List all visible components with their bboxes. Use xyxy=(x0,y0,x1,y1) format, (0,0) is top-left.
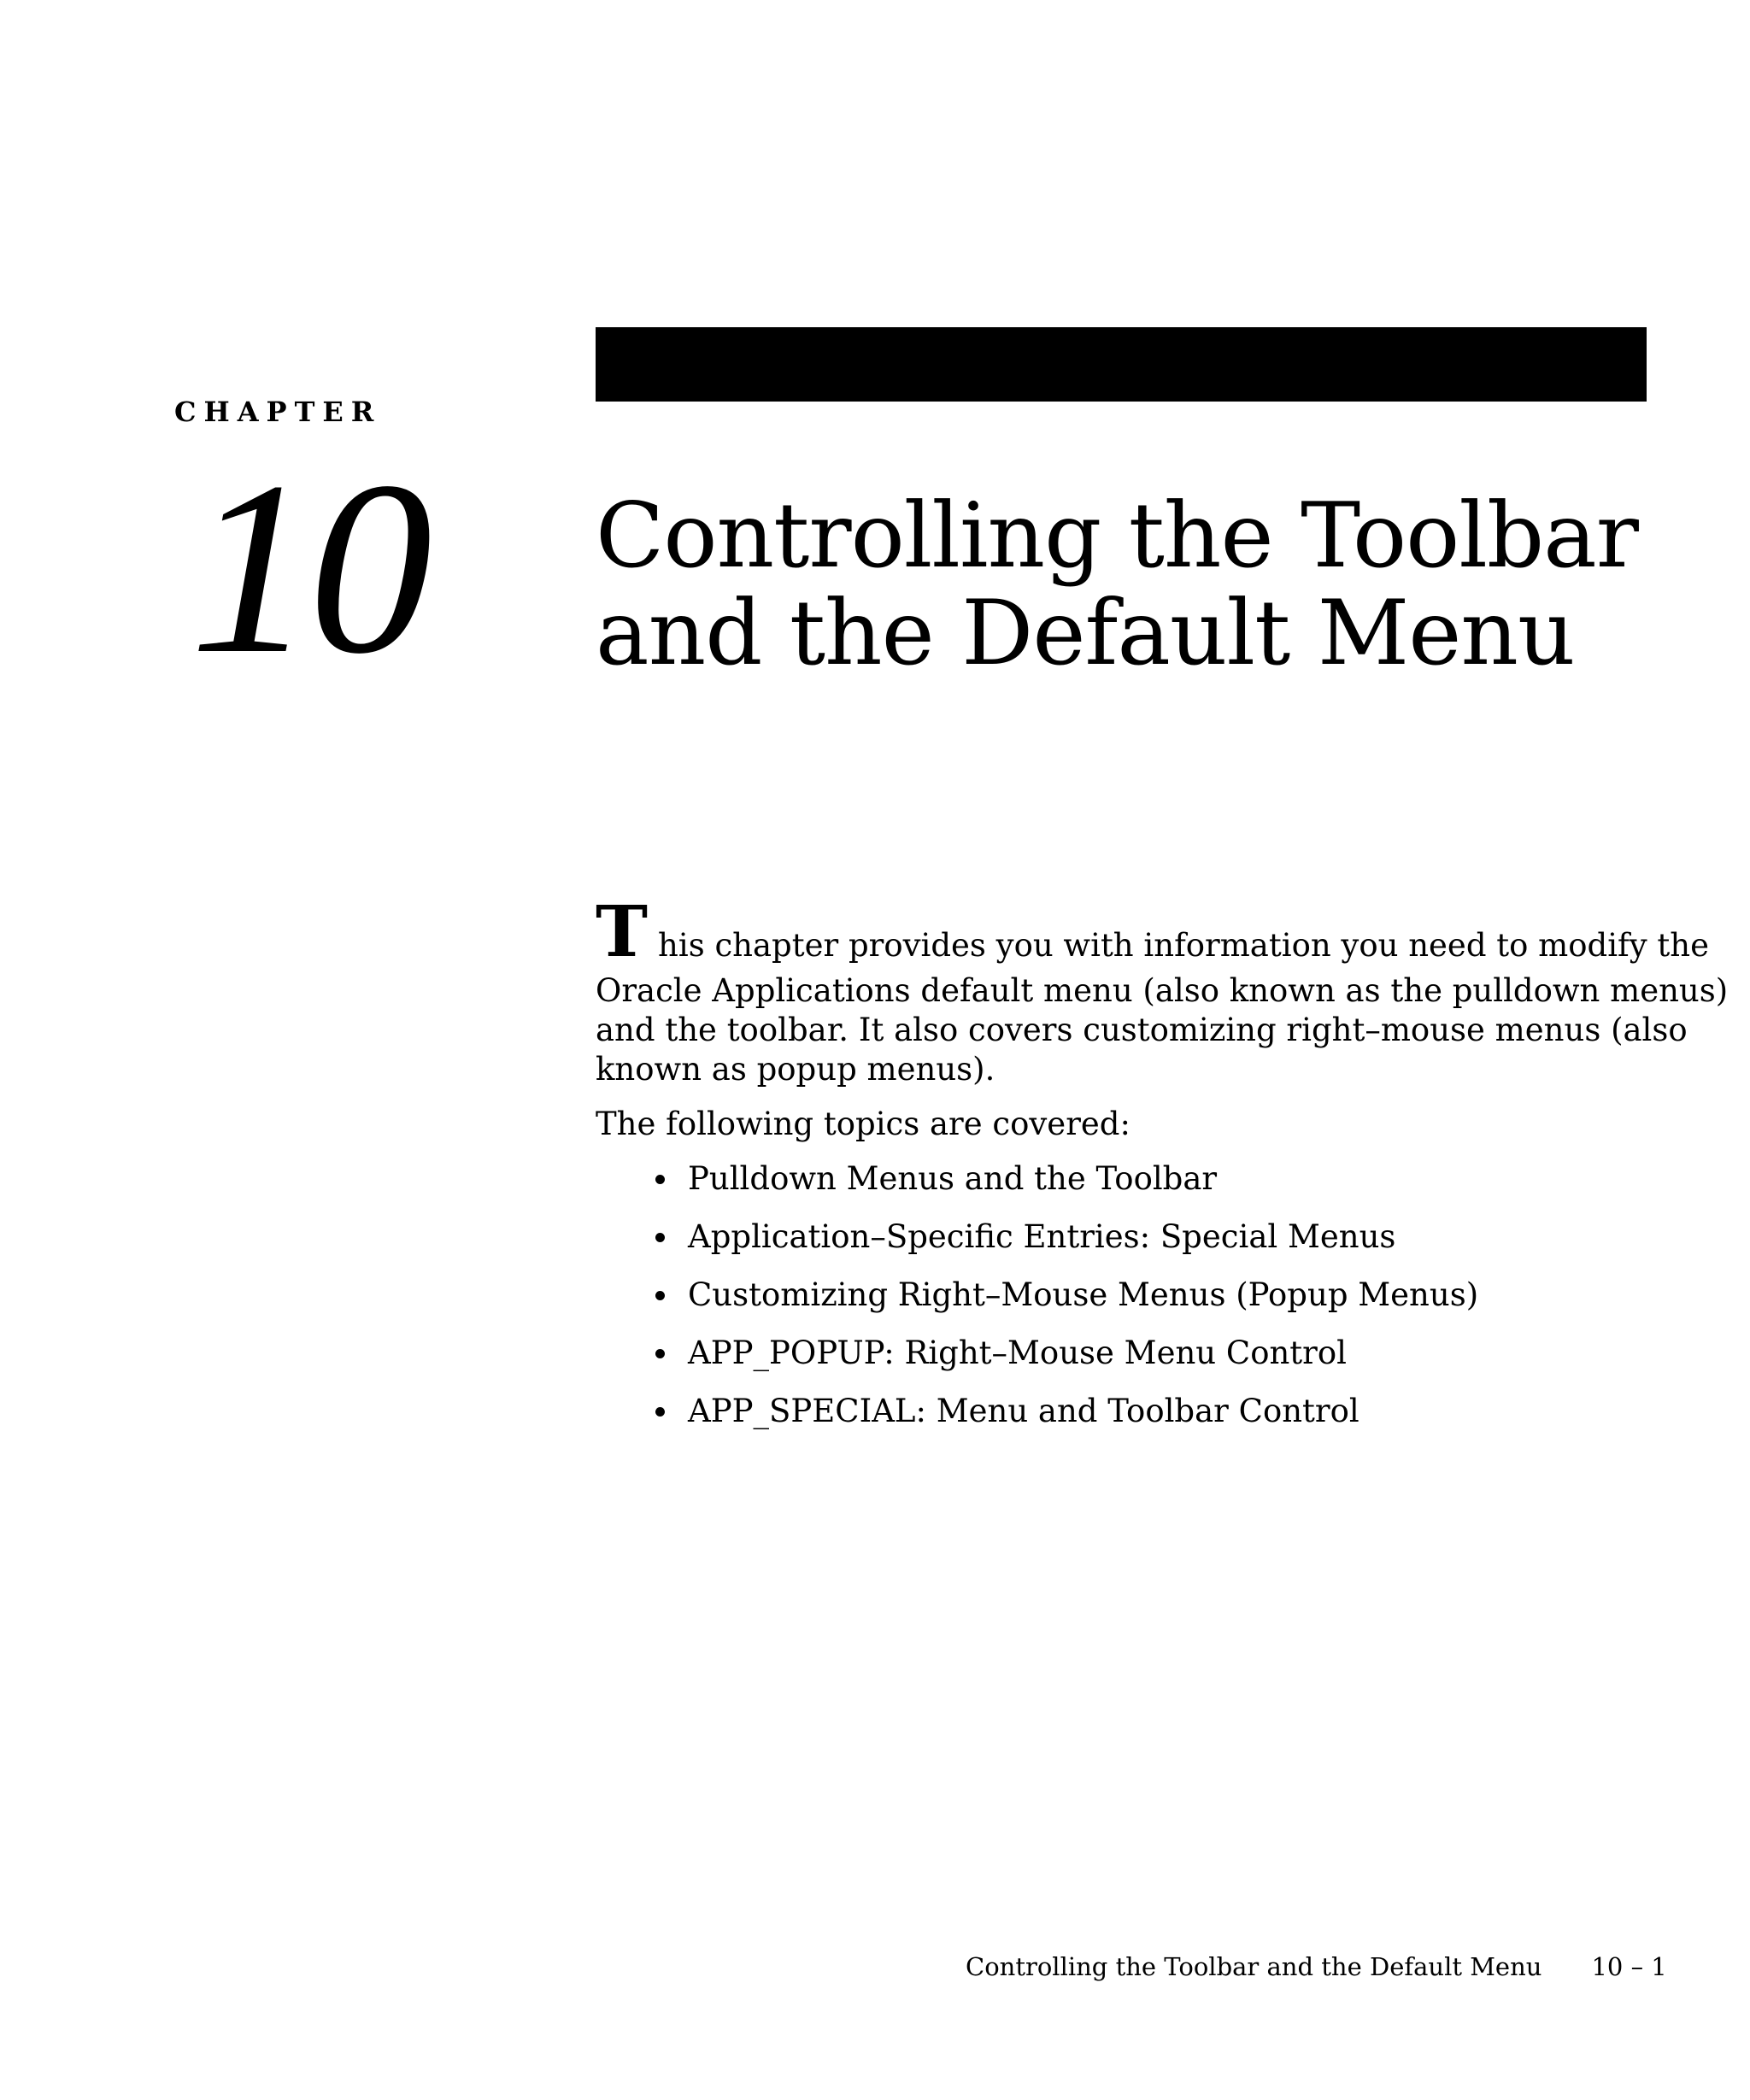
list-item xyxy=(655,1276,1655,1315)
topic-text: APP_SPECIAL: Menu and Toolbar Control xyxy=(688,1393,1359,1429)
topics-list xyxy=(596,1159,1655,1431)
page-number: 10 – 1 xyxy=(1591,1952,1667,1981)
page-footer xyxy=(966,1952,1667,1981)
bullet-icon xyxy=(655,1233,665,1242)
topic-text: Customizing Right–Mouse Menus (Popup Menus) xyxy=(688,1276,1479,1313)
topics-lead: The following topics are covered: xyxy=(596,1106,1130,1142)
intro-paragraph xyxy=(596,891,1729,1089)
intro-line-2: Oracle Applications default menu (also known as the pulldown menus) xyxy=(596,972,1729,1009)
chapter-title-line-1: Controlling the Toolbar xyxy=(596,484,1638,588)
bullet-icon xyxy=(655,1291,665,1300)
intro-line-4: known as popup menus). xyxy=(596,1051,995,1088)
drop-cap: T xyxy=(596,891,649,973)
bullet-icon xyxy=(655,1349,665,1358)
chapter-number: 10 xyxy=(190,431,427,705)
bullet-icon xyxy=(655,1407,665,1417)
chapter-body xyxy=(596,891,1729,1450)
chapter-header-bar xyxy=(596,327,1647,402)
chapter-title xyxy=(596,484,1672,685)
topic-text: Pulldown Menus and the Toolbar xyxy=(688,1160,1218,1197)
footer-title: Controlling the Toolbar and the Default Menu xyxy=(966,1952,1542,1981)
chapter-label: CHAPTER xyxy=(174,396,382,428)
intro-line-1 xyxy=(596,891,1710,973)
chapter-title-line-2: and the Default Menu xyxy=(596,581,1575,685)
topic-text: APP_POPUP: Right–Mouse Menu Control xyxy=(688,1334,1347,1371)
list-item xyxy=(655,1392,1655,1431)
bullet-icon xyxy=(655,1175,665,1184)
list-item xyxy=(655,1159,1655,1199)
list-item xyxy=(655,1217,1655,1257)
list-item xyxy=(655,1334,1655,1373)
intro-line-1-text: his chapter provides you with information you need to modify the xyxy=(658,927,1710,964)
intro-line-3: and the toolbar. It also covers customizing right–mouse menus (also xyxy=(596,1012,1688,1048)
topic-text: Application–Specific Entries: Special Menus xyxy=(688,1218,1396,1255)
